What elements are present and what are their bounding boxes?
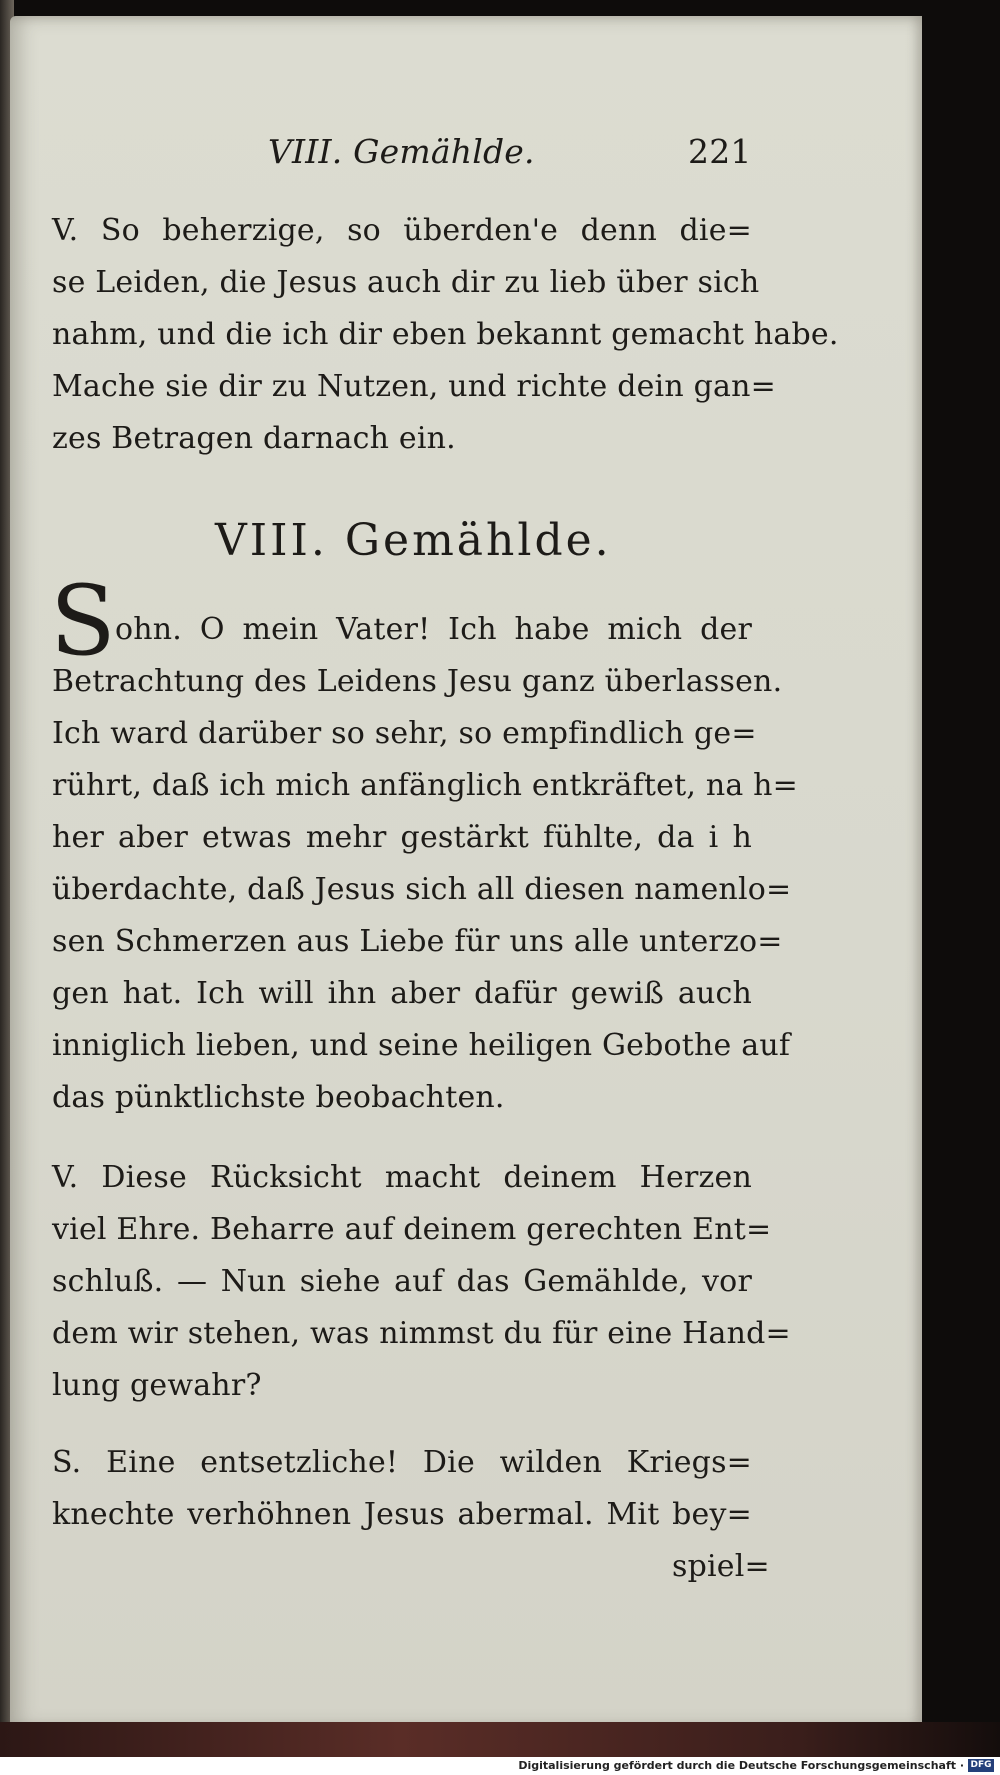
text-line: Betrachtung des Leidens Jesu ganz überlassen. <box>52 664 783 699</box>
drop-cap: S <box>50 565 116 677</box>
text-line: her aber etwas mehr gestärkt fühlte, da i h <box>52 820 752 855</box>
text-line: S. Eine entsetzliche! Die wilden Kriegs= <box>52 1445 752 1480</box>
text-line: Ich ward darüber so sehr, so empfindlich ge= <box>52 716 757 751</box>
footer-credit: Digitalisierung gefördert durch die Deutsche Forschungsgemeinschaft · <box>518 1759 964 1772</box>
text-line: Mache sie dir zu Nutzen, und richte dein gan= <box>52 369 776 404</box>
text-line: ohn. O mein Vater! Ich habe mich der <box>115 612 752 647</box>
section-title: VIII. Gemählde. <box>215 515 612 566</box>
text-line: das pünktlichste beobachten. <box>52 1080 505 1115</box>
text-line: gen hat. Ich will ihn aber dafür gewiß auch <box>52 976 752 1011</box>
book-bottom-edge <box>0 1722 1000 1757</box>
text-line: se Leiden, die Jesus auch dir zu lieb über sich <box>52 265 760 300</box>
text-line: knechte verhöhnen Jesus abermal. Mit bey= <box>52 1497 752 1532</box>
text-line: lung gewahr? <box>52 1368 262 1403</box>
running-head: VIII. Gemählde. <box>268 132 535 171</box>
text-line: viel Ehre. Beharre auf deinem gerechten Ent= <box>52 1212 772 1247</box>
dfg-logo-icon: DFG <box>968 1759 994 1772</box>
page-number: 221 <box>688 132 752 171</box>
text-line: rührt, daß ich mich anfänglich entkräftet, na h= <box>52 768 799 803</box>
text-line: schluß. — Nun siehe auf das Gemählde, vor <box>52 1264 752 1299</box>
text-line: nahm, und die ich dir eben bekannt gemacht habe. <box>52 317 839 352</box>
catchword: spiel= <box>672 1549 770 1584</box>
text-line: inniglich lieben, und seine heiligen Gebothe auf <box>52 1028 791 1063</box>
text-line: sen Schmerzen aus Liebe für uns alle unterzo= <box>52 924 783 959</box>
text-line: dem wir stehen, was nimmst du für eine Hand= <box>52 1316 791 1351</box>
text-line: V. So beherzige, so überden'e denn die= <box>52 213 752 248</box>
text-line: V. Diese Rücksicht macht deinem Herzen <box>52 1160 752 1195</box>
text-line: überdachte, daß Jesus sich all diesen namenlo= <box>52 872 792 907</box>
text-line: zes Betragen darnach ein. <box>52 421 456 456</box>
